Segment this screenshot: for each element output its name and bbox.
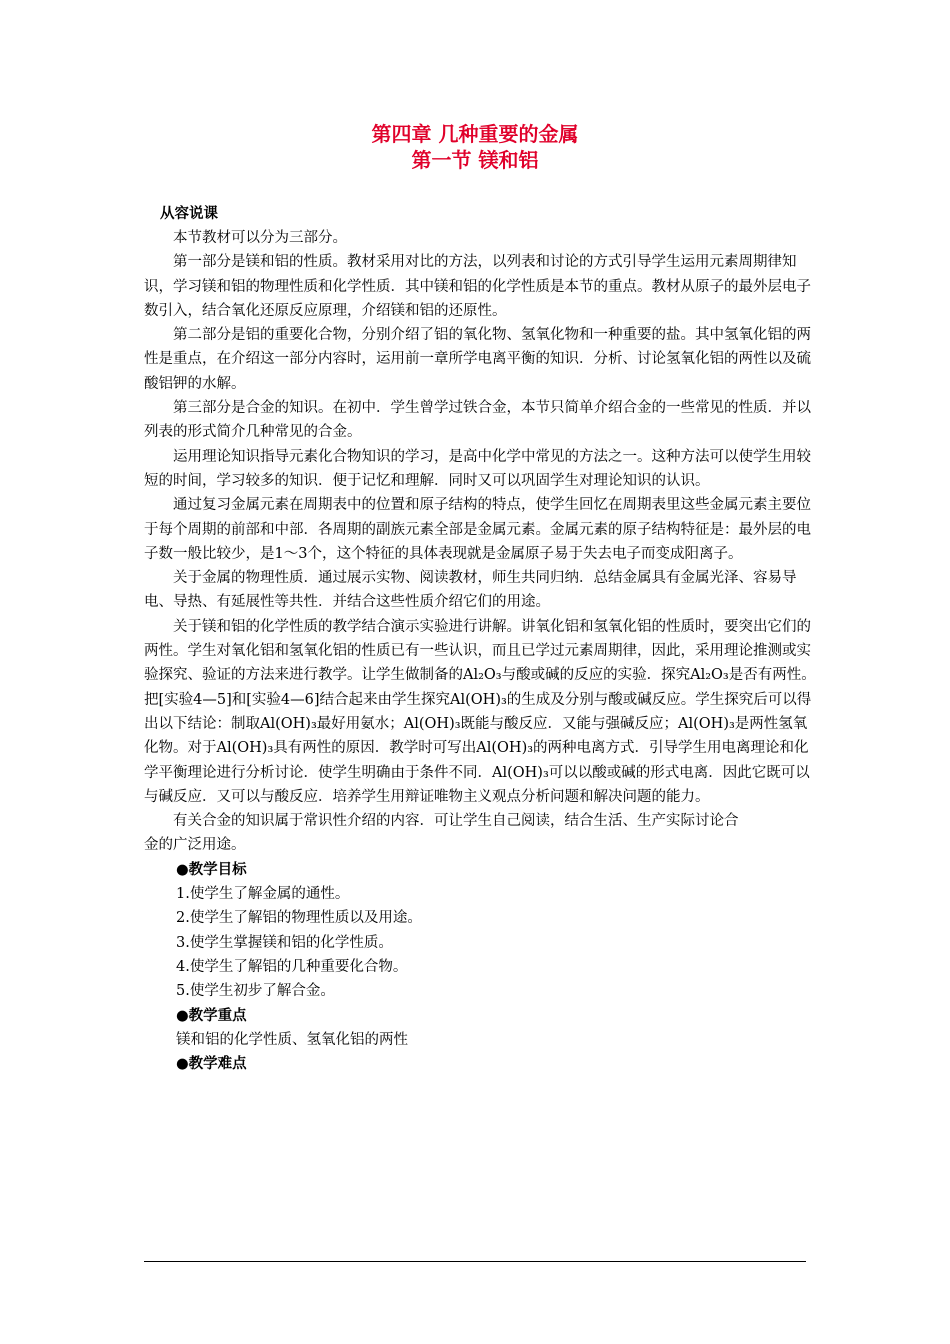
section-title: 第一节 镁和铝 (411, 148, 539, 172)
document-body (144, 226, 816, 1076)
objective-item: 4.使学生了解铝的几种重要化合物。 (176, 958, 408, 975)
paragraph: 第二部分是铝的重要化合物，分别介绍了铝的氧化物、氢氧化物和一种重要的盐。其中氢氧化铝的两性是重点，在介绍这一部分内容时，运用前一章所学电离平衡的知识．分析、讨论氢氧化铝的两性以及硫酸铝钾的水解。 (144, 327, 811, 392)
key-points-heading: ●教学重点 (176, 1007, 247, 1024)
section-heading: 从容说课 (160, 206, 218, 222)
objective-item: 3.使学生掌握镁和铝的化学性质。 (176, 934, 393, 951)
footer-divider (144, 1261, 806, 1262)
paragraph: 运用理论知识指导元素化合物知识的学习，是高中化学中常见的方法之一。这种方法可以使学生用较短的时间，学习较多的知识．便于记忆和理解．同时又可以巩固学生对理论知识的认识。 (144, 448, 811, 489)
chapter-title: 第四章 几种重要的金属 (371, 122, 579, 146)
paragraph: 关于金属的物理性质．通过展示实物、阅读教材，师生共同归纳．总结金属具有金属光泽、容易导电、导热、有延展性等共性．并结合这些性质介绍它们的用途。 (144, 570, 797, 611)
paragraph: 通过复习金属元素在周期表中的位置和原子结构的特点，使学生回忆在周期表里这些金属元素主要位于每个周期的前部和中部．各周期的副族元素全部是金属元素。金属元素的原子结构特征是：最外层的电子数一般比较少，是1～3个，这个特征的具体表现就是金属原子易于失去电子而变成阳离子。 (144, 497, 811, 562)
paragraph-continuation: 金的广泛用途。 (144, 837, 246, 854)
paragraph: 本节教材可以分为三部分。 (173, 230, 347, 246)
objectives-heading: ●教学目标 (176, 861, 247, 878)
key-points-text: 镁和铝的化学性质、氢氧化铝的两性 (176, 1031, 408, 1048)
paragraph: 有关合金的知识属于常识性介绍的内容．可让学生自己阅读，结合生活、生产实际讨论合 (173, 813, 739, 830)
paragraph: 第三部分是合金的知识。在初中．学生曾学过铁合金，本节只简单介绍合金的一些常见的性质．并以列表的形式简介几种常见的合金。 (144, 400, 811, 441)
difficulties-heading: ●教学难点 (176, 1056, 247, 1073)
objective-item: 2.使学生了解铝的物理性质以及用途。 (176, 910, 422, 927)
objective-item: 1.使学生了解金属的通性。 (176, 886, 350, 903)
objective-item: 5.使学生初步了解合金。 (176, 983, 335, 1000)
paragraph: 第一部分是镁和铝的性质。教材采用对比的方法，以列表和讨论的方式引导学生运用元素周期律知识，学习镁和铝的物理性质和化学性质．其中镁和铝的化学性质是本节的重点。教材从原子的最外层电子数引入，结合氧化还原反应原理，介绍镁和铝的还原性。 (144, 254, 811, 319)
paragraph: 关于镁和铝的化学性质的教学结合演示实验进行讲解。讲氧化铝和氢氧化铝的性质时，要突出它们的两性。学生对氧化铝和氢氧化铝的性质已有一些认识，而且已学过元素周期律，因此，采用理论推测或实验探究、验证的方法来进行教学。让学生做制备的Al₂O₃与酸或碱的反应的实验．探究Al₂O₃是否有两性。把[实验4—5]和[实验4—6]结合起来由学生探究Al(OH)₃的生成及分别与酸或碱反应。学生探究后可以得出以下结论：制取Al(OH)₃最好用氨水；Al(OH)₃既能与酸反应．又能与强碱反应；Al(OH)₃是两性氢氧化物。对于Al(OH)₃具有两性的原因．教学时可写出Al(OH)₃的两种电离方式．引导学生用电离理论和化学平衡理论进行分析讨论．使学生明确由于条件不同．Al(OH)₃可以以酸或碱的形式电离．因此它既可以与碱反应．又可以与酸反应．培养学生用辩证唯物主义观点分析问题和解决问题的能力。 (144, 618, 816, 805)
